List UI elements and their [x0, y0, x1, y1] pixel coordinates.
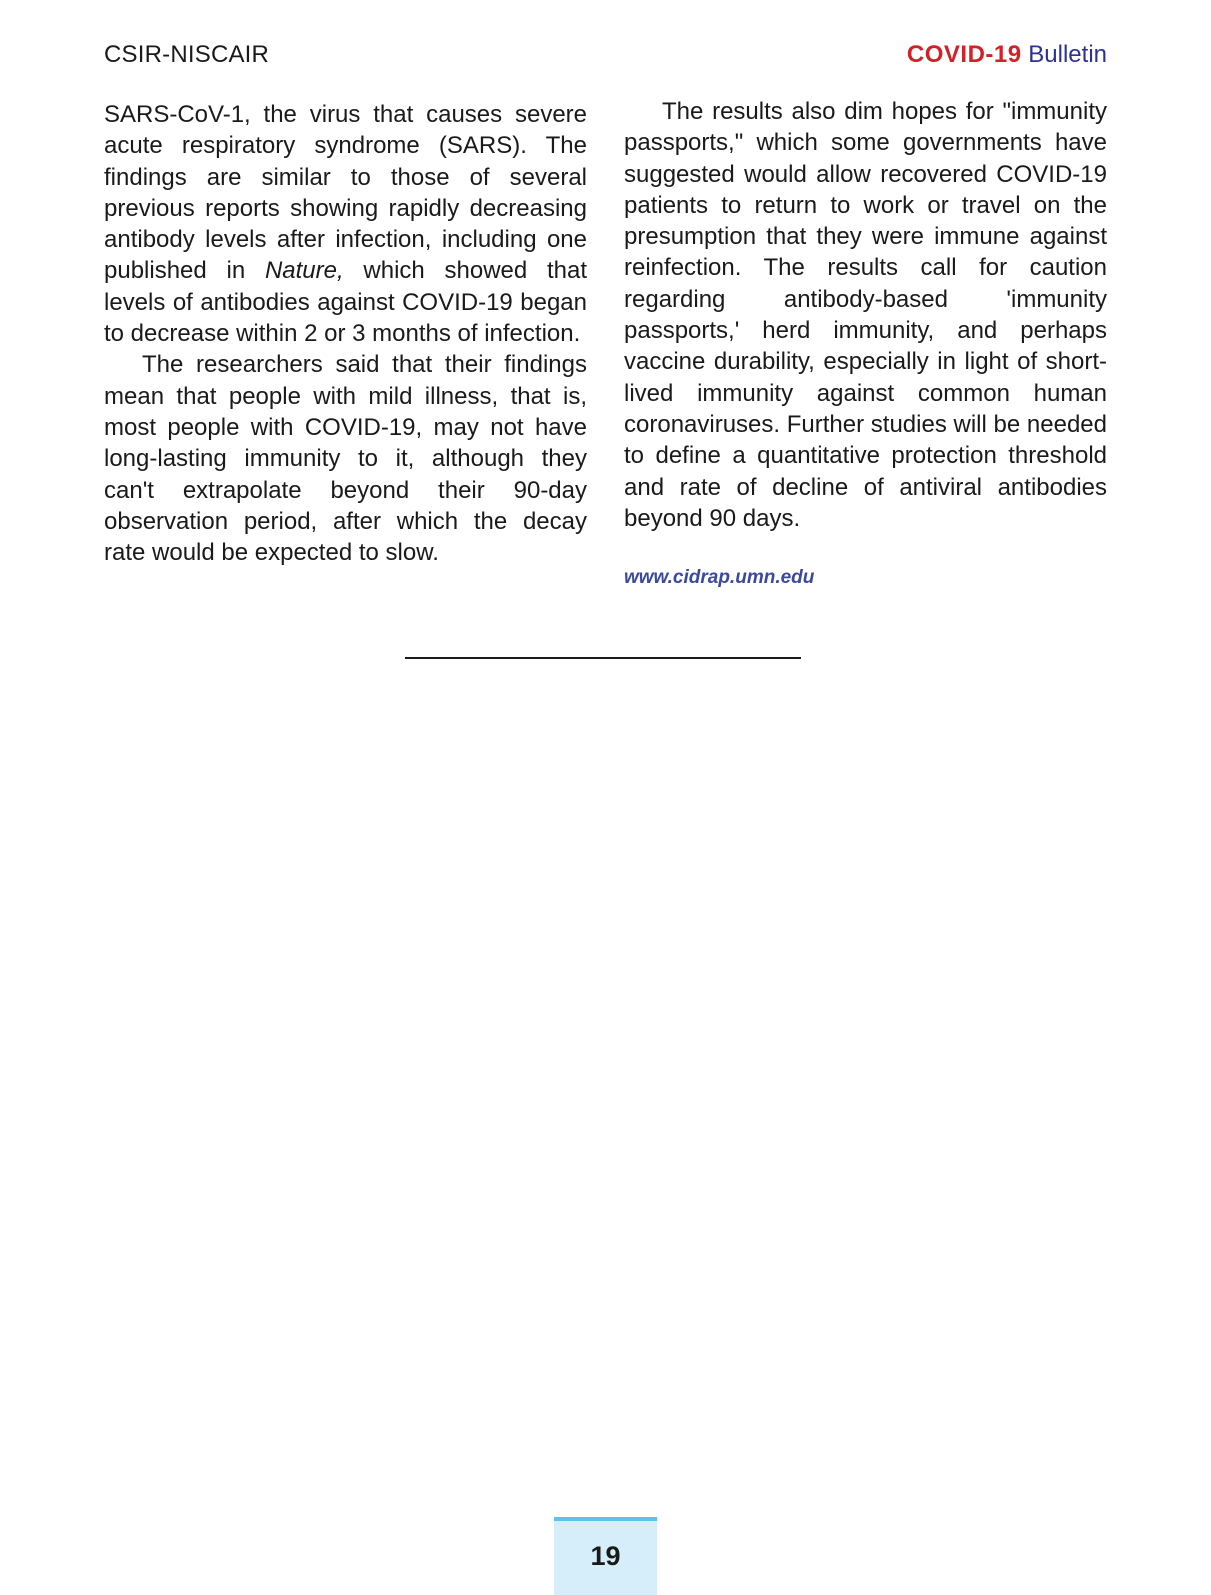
- paragraph-text: which showed that levels of antibodies against COVID-19 began to decrease within 2 or 3 months of infection.: [104, 257, 588, 348]
- journal-name: Nature,: [264, 257, 344, 285]
- article-paragraph: The results also dim hopes for "immunity passports," which some governments have suggested would allow recovered COVID-19 patients to return to work or travel on the presumption that they were immune against reinfection. The results call for caution regarding antibody-based 'immunity passports,' herd immunity, and perhaps vaccine durability, especially in light of short-lived immunity against common human coronaviruses. Further studies will be needed to define a quantitative protection threshold and rate of decline of antiviral antibodies beyond 90 days.: [624, 98, 1107, 532]
- article-paragraph: [104, 99, 587, 349]
- article-left-column: [104, 99, 587, 568]
- section-divider: [405, 657, 801, 659]
- source-link[interactable]: www.cidrap.umn.edu: [624, 567, 815, 588]
- page-number-box: [554, 1517, 657, 1595]
- paragraph-text: SARS-CoV-1, the virus that causes severe acute respiratory syndrome (SARS). The findings are similar to those of several previous reports showing rapidly decreasing antibody levels after infection, including one published in: [104, 101, 587, 285]
- article-paragraph: The researchers said that their findings mean that people with mild illness, that is, most people with COVID-19, may not have long-lasting immunity to it, although they can't extrapolate beyond their 90-day observation period, after which the decay rate would be expected to slow.: [104, 351, 587, 567]
- bulletin-title: [907, 41, 1107, 69]
- article-right-column: [624, 96, 1107, 534]
- page-number: 19: [590, 1541, 621, 1571]
- publisher-name: CSIR-NISCAIR: [104, 41, 270, 68]
- bulletin-title-word: Bulletin: [1028, 41, 1107, 68]
- bulletin-title-covid: COVID-19: [906, 41, 1022, 68]
